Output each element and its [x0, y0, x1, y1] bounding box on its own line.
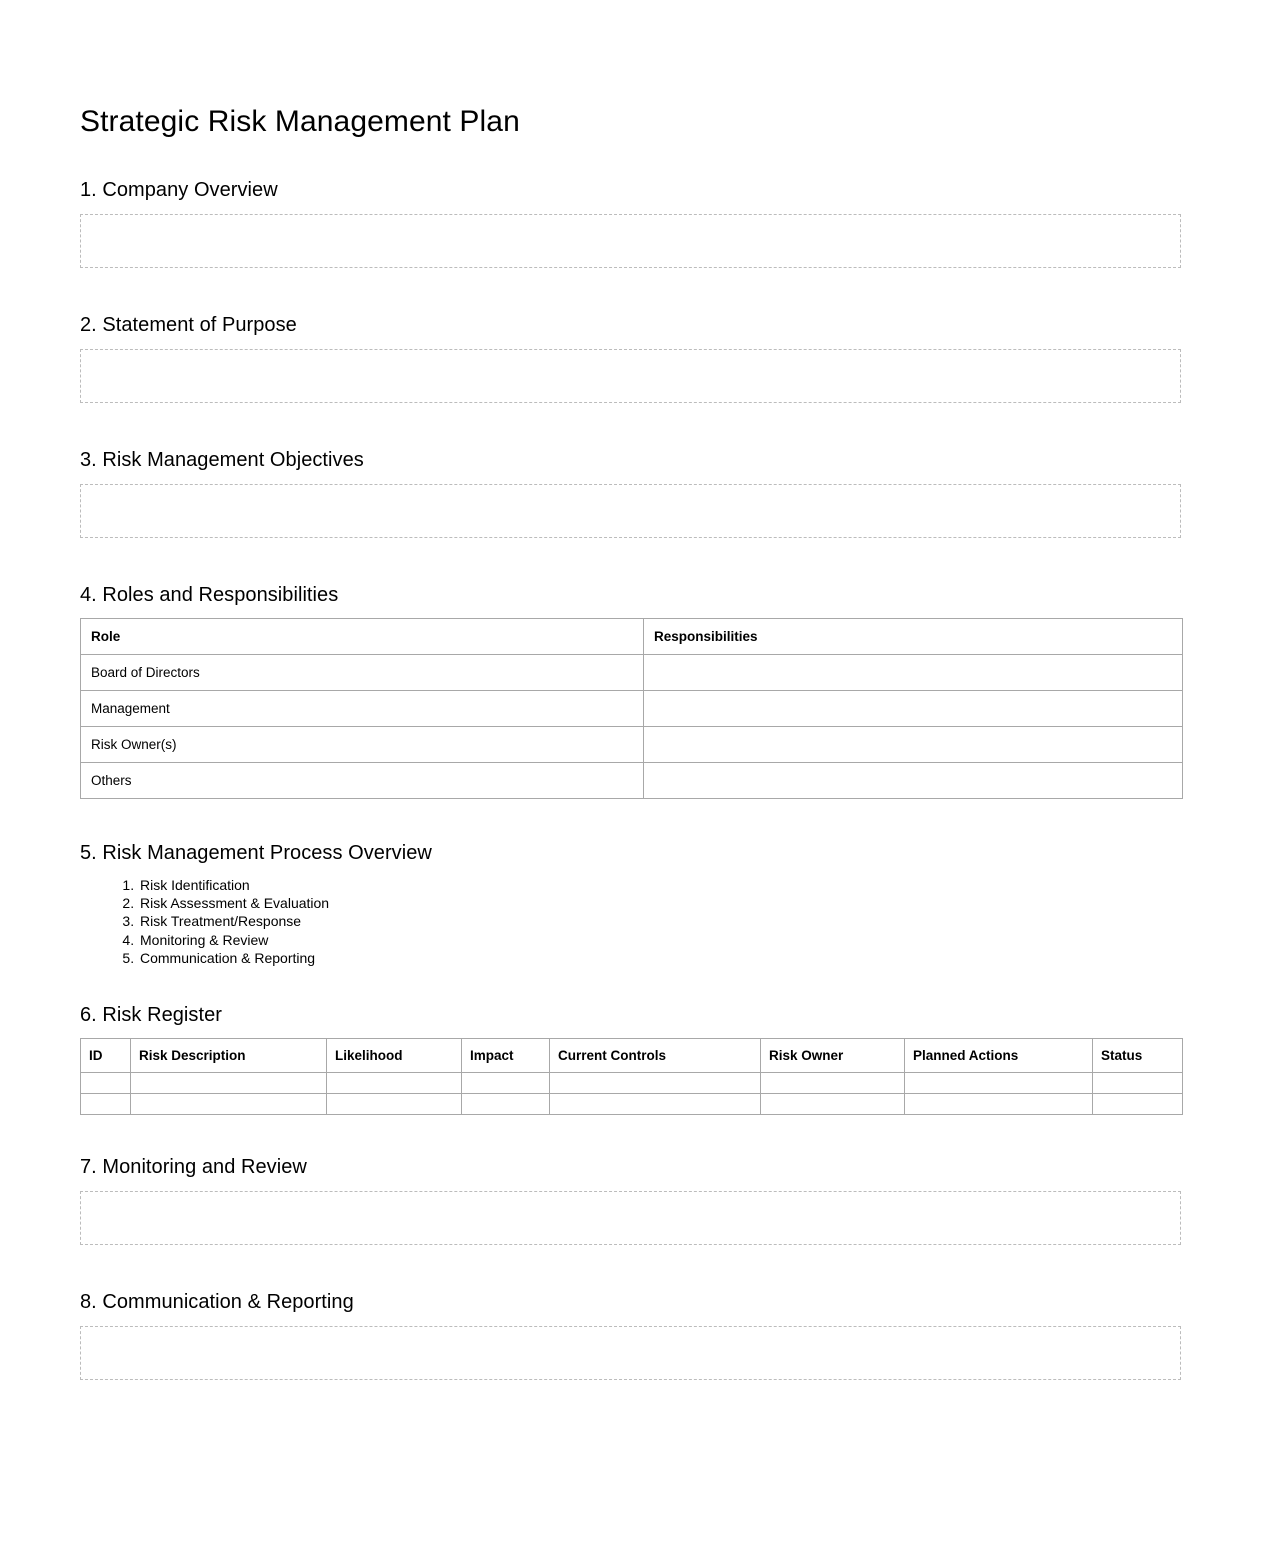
cell-responsibilities[interactable] [644, 655, 1183, 691]
section-heading-statement-of-purpose: 2. Statement of Purpose [80, 314, 297, 336]
cell-role: Risk Owner(s) [81, 727, 644, 763]
page-title: Strategic Risk Management Plan [80, 105, 520, 138]
section-monitoring-and-review [80, 1155, 1183, 1245]
cell-impact[interactable] [462, 1094, 550, 1115]
column-header-impact: Impact [462, 1039, 550, 1073]
section-communication-and-reporting [80, 1290, 1183, 1380]
column-header-responsibilities: Responsibilities [644, 619, 1183, 655]
section-risk-register [80, 1003, 1183, 1115]
column-header-likelihood: Likelihood [327, 1039, 462, 1073]
section-process-overview [80, 841, 1183, 967]
section-heading-process-overview: 5. Risk Management Process Overview [80, 842, 432, 864]
table-row [81, 691, 1183, 727]
section-risk-management-objectives [80, 448, 1183, 538]
column-header-planned-actions: Planned Actions [905, 1039, 1093, 1073]
list-item: 4. Monitoring & Review [138, 931, 1183, 949]
process-steps-list [80, 876, 1183, 967]
table-row [81, 727, 1183, 763]
column-header-id: ID [81, 1039, 131, 1073]
table-row [81, 1073, 1183, 1094]
section-heading-risk-register: 6. Risk Register [80, 1004, 222, 1027]
cell-id[interactable] [81, 1094, 131, 1115]
cell-id[interactable] [81, 1073, 131, 1094]
column-header-role: Role [81, 619, 644, 655]
cell-planned-actions[interactable] [905, 1094, 1093, 1115]
cell-responsibilities[interactable] [644, 727, 1183, 763]
document-body [80, 104, 1183, 1408]
cell-likelihood[interactable] [327, 1073, 462, 1094]
table-row [81, 763, 1183, 799]
cell-current-controls[interactable] [550, 1073, 761, 1094]
cell-role: Others [81, 763, 644, 799]
company-overview-input[interactable] [80, 214, 1181, 268]
list-item: 5. Communication & Reporting [138, 949, 1183, 967]
table-row [81, 655, 1183, 691]
cell-status[interactable] [1093, 1094, 1183, 1115]
cell-role: Board of Directors [81, 655, 644, 691]
list-item: 1. Risk Identification [138, 876, 1183, 894]
list-item: 2. Risk Assessment & Evaluation [138, 894, 1183, 912]
roles-table [80, 618, 1183, 799]
cell-role: Management [81, 691, 644, 727]
cell-risk-description[interactable] [131, 1094, 327, 1115]
column-header-risk-owner: Risk Owner [761, 1039, 905, 1073]
risk-management-objectives-input[interactable] [80, 484, 1181, 538]
monitoring-and-review-input[interactable] [80, 1191, 1181, 1245]
table-row [81, 1094, 1183, 1115]
section-heading-roles-and-responsibilities: 4. Roles and Responsibilities [80, 584, 339, 606]
column-header-risk-description: Risk Description [131, 1039, 327, 1073]
statement-of-purpose-input[interactable] [80, 349, 1181, 403]
cell-status[interactable] [1093, 1073, 1183, 1094]
section-heading-communication-and-reporting: 8. Communication & Reporting [80, 1291, 354, 1314]
cell-likelihood[interactable] [327, 1094, 462, 1115]
cell-planned-actions[interactable] [905, 1073, 1093, 1094]
section-statement-of-purpose [80, 313, 1183, 403]
table-header-row [81, 1039, 1183, 1073]
list-item: 3. Risk Treatment/Response [138, 912, 1183, 930]
cell-responsibilities[interactable] [644, 763, 1183, 799]
section-heading-monitoring-and-review: 7. Monitoring and Review [80, 1156, 307, 1179]
risk-register-table [80, 1038, 1183, 1115]
section-company-overview [80, 178, 1183, 268]
section-heading-risk-management-objectives: 3. Risk Management Objectives [80, 449, 364, 471]
column-header-current-controls: Current Controls [550, 1039, 761, 1073]
section-roles-and-responsibilities [80, 583, 1183, 799]
cell-responsibilities[interactable] [644, 691, 1183, 727]
communication-and-reporting-input[interactable] [80, 1326, 1181, 1380]
cell-risk-description[interactable] [131, 1073, 327, 1094]
cell-risk-owner[interactable] [761, 1073, 905, 1094]
column-header-status: Status [1093, 1039, 1183, 1073]
cell-risk-owner[interactable] [761, 1094, 905, 1115]
table-header-row [81, 619, 1183, 655]
cell-current-controls[interactable] [550, 1094, 761, 1115]
section-heading-company-overview: 1. Company Overview [80, 179, 278, 201]
cell-impact[interactable] [462, 1073, 550, 1094]
